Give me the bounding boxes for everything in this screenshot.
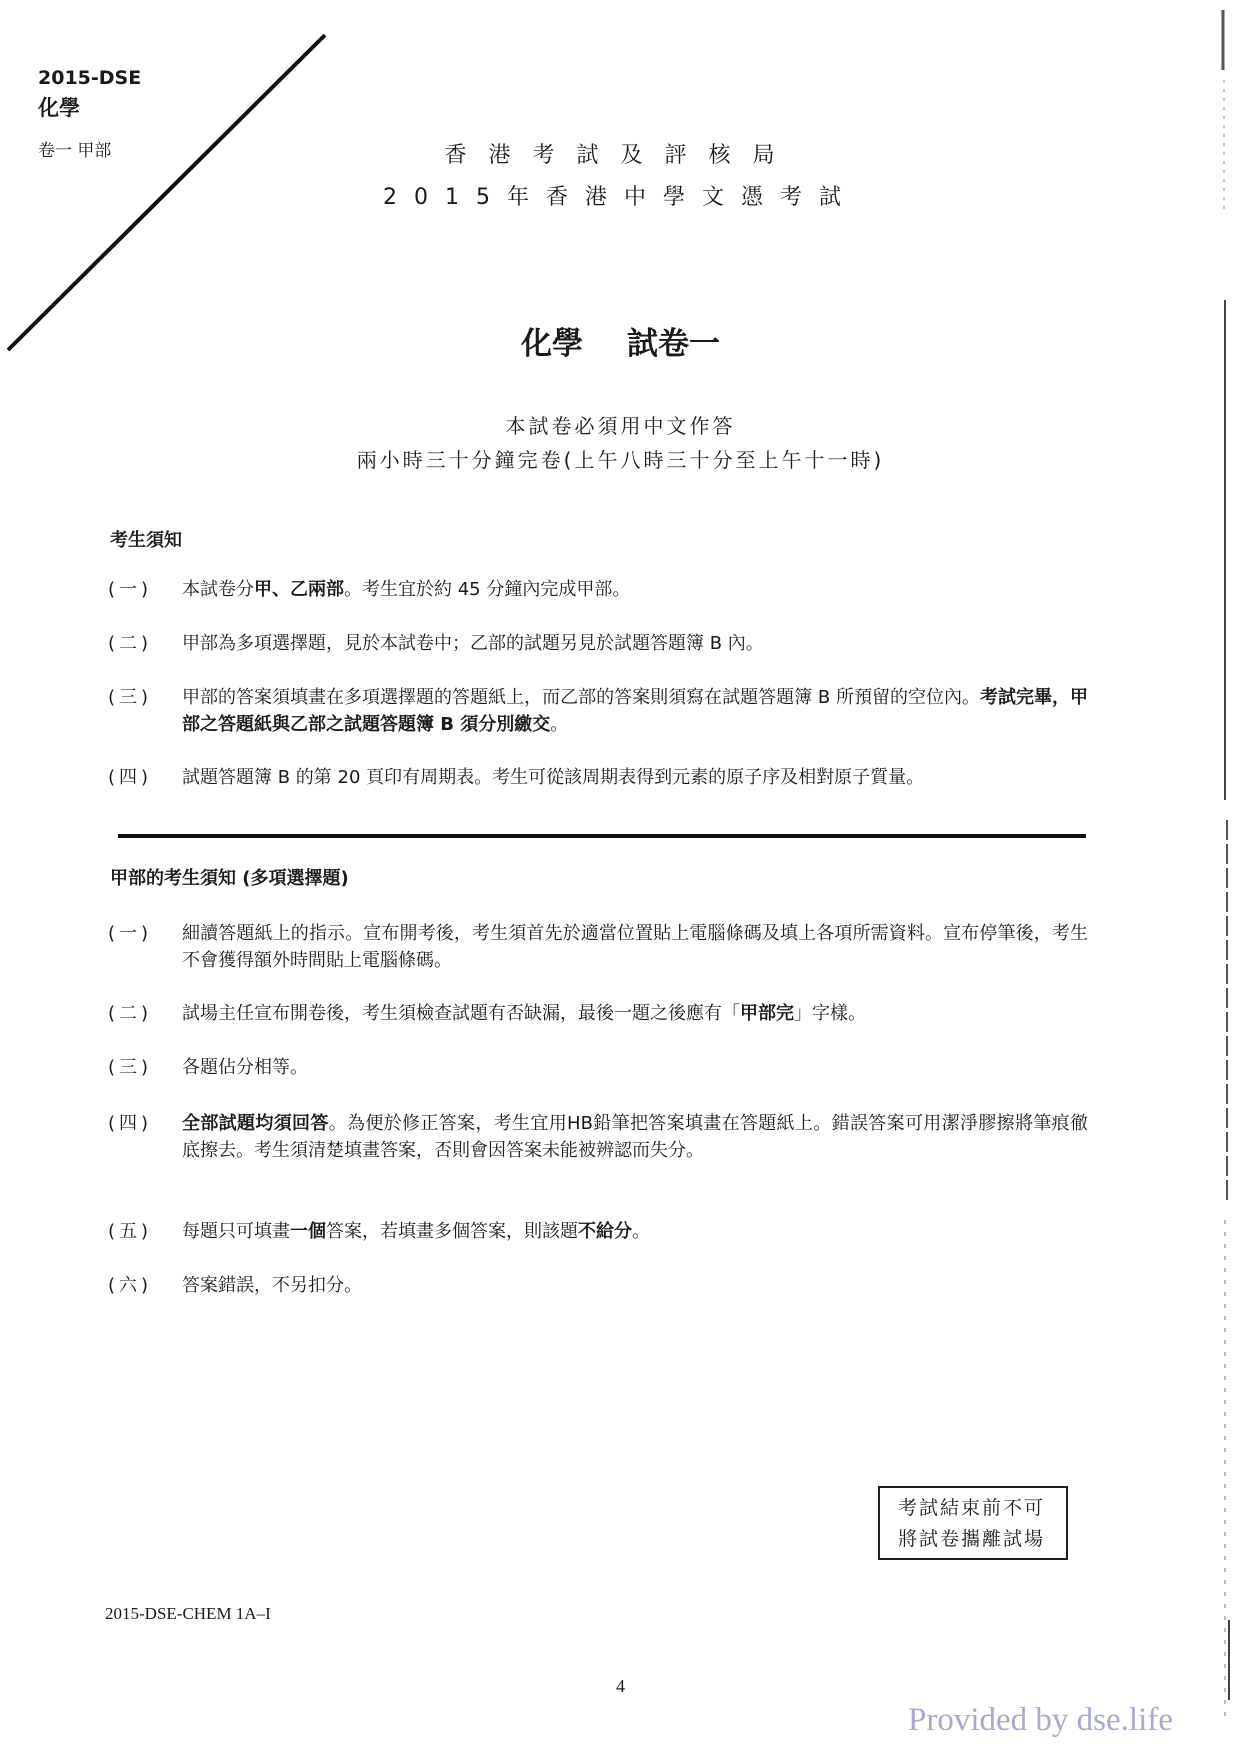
item-text (182, 1218, 1088, 1245)
paper-title (0, 318, 1241, 363)
item-number: (四) (108, 1113, 153, 1134)
notice-line-1: 考試結束前不可 (898, 1497, 1046, 1519)
text-segment: 本試卷分 (182, 579, 254, 600)
page-number: 4 (616, 1676, 625, 1696)
text-segment: 。考生宜於約 45 分鐘內完成甲部。 (344, 579, 631, 600)
language-requirement: 本試卷必須用中文作答 (505, 414, 736, 438)
text-segment: 試場主任宣布開卷後，考生須檢查試題有否缺漏，最後一題之後應有「 (182, 1003, 740, 1024)
notice-line-2: 將試卷攜離試場 (898, 1528, 1046, 1550)
text-segment: 每題只可填畫 (182, 1221, 290, 1242)
item-text (182, 920, 1088, 974)
item-text (182, 684, 1088, 738)
watermark: Provided by dse.life (908, 1702, 1173, 1738)
text-segment: 。 (550, 714, 569, 735)
bold-text-segment: 甲、乙兩部 (254, 579, 344, 600)
no-removal-notice-box (878, 1486, 1068, 1560)
bold-text-segment: 全部試題均須回答 (182, 1113, 329, 1134)
text-segment: 甲部的答案須填畫在多項選擇題的答題紙上，而乙部的答案則須寫在試題答題簿 B 所預留的空位內。 (182, 687, 980, 708)
corner-subject: 化學 (38, 96, 80, 120)
text-segment: 甲部為多項選擇題，見於本試卷中；乙部的試題另見於試題答題簿 B 內。 (182, 633, 764, 654)
item-number: (五) (108, 1221, 153, 1242)
item-number: (六) (108, 1275, 153, 1296)
item-number: (二) (108, 1003, 153, 1024)
section-divider (118, 834, 1086, 838)
text-segment: 答案錯誤，不另扣分。 (182, 1275, 362, 1296)
item-text (182, 576, 1088, 603)
bold-text-segment: 考試完畢，甲部之答題紙與乙部之試題答題簿 B 須分別繳交 (182, 687, 1089, 735)
text-segment: 」字樣。 (794, 1003, 866, 1024)
text-segment: 試題答題簿 B 的第 20 頁印有周期表。考生可從該周期表得到元素的原子序及相對原子質量。 (182, 767, 925, 788)
exam-name: 2015年香港中學文憑考試 (383, 185, 858, 210)
general-instructions-heading: 考生須知 (110, 530, 182, 551)
corner-paper-part: 卷一 甲部 (38, 141, 112, 161)
item-text (182, 1054, 1088, 1081)
item-number: (二) (108, 633, 153, 654)
text-segment: 答案，若填畫多個答案，則該題 (326, 1221, 578, 1242)
paper-code: 2015-DSE-CHEM 1A–I (105, 1604, 271, 1623)
item-number: (一) (108, 579, 153, 600)
item-text (182, 1000, 1088, 1027)
scan-edge-marks (1205, 0, 1241, 1755)
bold-text-segment: 一個 (290, 1221, 326, 1242)
section-a-instructions-heading: 甲部的考生須知 (多項選擇題) (110, 868, 349, 889)
item-number: (三) (108, 687, 153, 708)
corner-exam-code: 2015-DSE (38, 67, 142, 89)
bold-text-segment: 不給分 (578, 1221, 632, 1242)
item-text (182, 1110, 1088, 1164)
paper-title-subject: 化學 (521, 326, 583, 362)
paper-title-paper: 試卷一 (627, 326, 720, 362)
item-text (182, 764, 1088, 791)
item-number: (四) (108, 767, 153, 788)
bold-text-segment: 甲部完 (740, 1003, 794, 1024)
text-segment: 。為便於修正答案，考生宜用HB鉛筆把答案填畫在答題紙上。錯誤答案可用潔淨膠擦將筆痕徹底擦去。考生須清楚填畫答案，否則會因答案未能被辨認而失分。 (182, 1113, 1088, 1161)
exam-duration: 兩小時三十分鐘完卷(上午八時三十分至上午十一時) (356, 448, 885, 472)
organisation-name: 香港考試及評核局 (444, 143, 797, 168)
text-segment: 。 (632, 1221, 650, 1242)
text-segment: 各題佔分相等。 (182, 1057, 308, 1078)
item-text (182, 1272, 1088, 1299)
item-number: (三) (108, 1057, 153, 1078)
item-text (182, 630, 1088, 657)
item-number: (一) (108, 923, 153, 944)
text-segment: 細讀答題紙上的指示。宣布開考後，考生須首先於適當位置貼上電腦條碼及填上各項所需資料。宣布停筆後，考生不會獲得額外時間貼上電腦條碼。 (182, 923, 1088, 971)
